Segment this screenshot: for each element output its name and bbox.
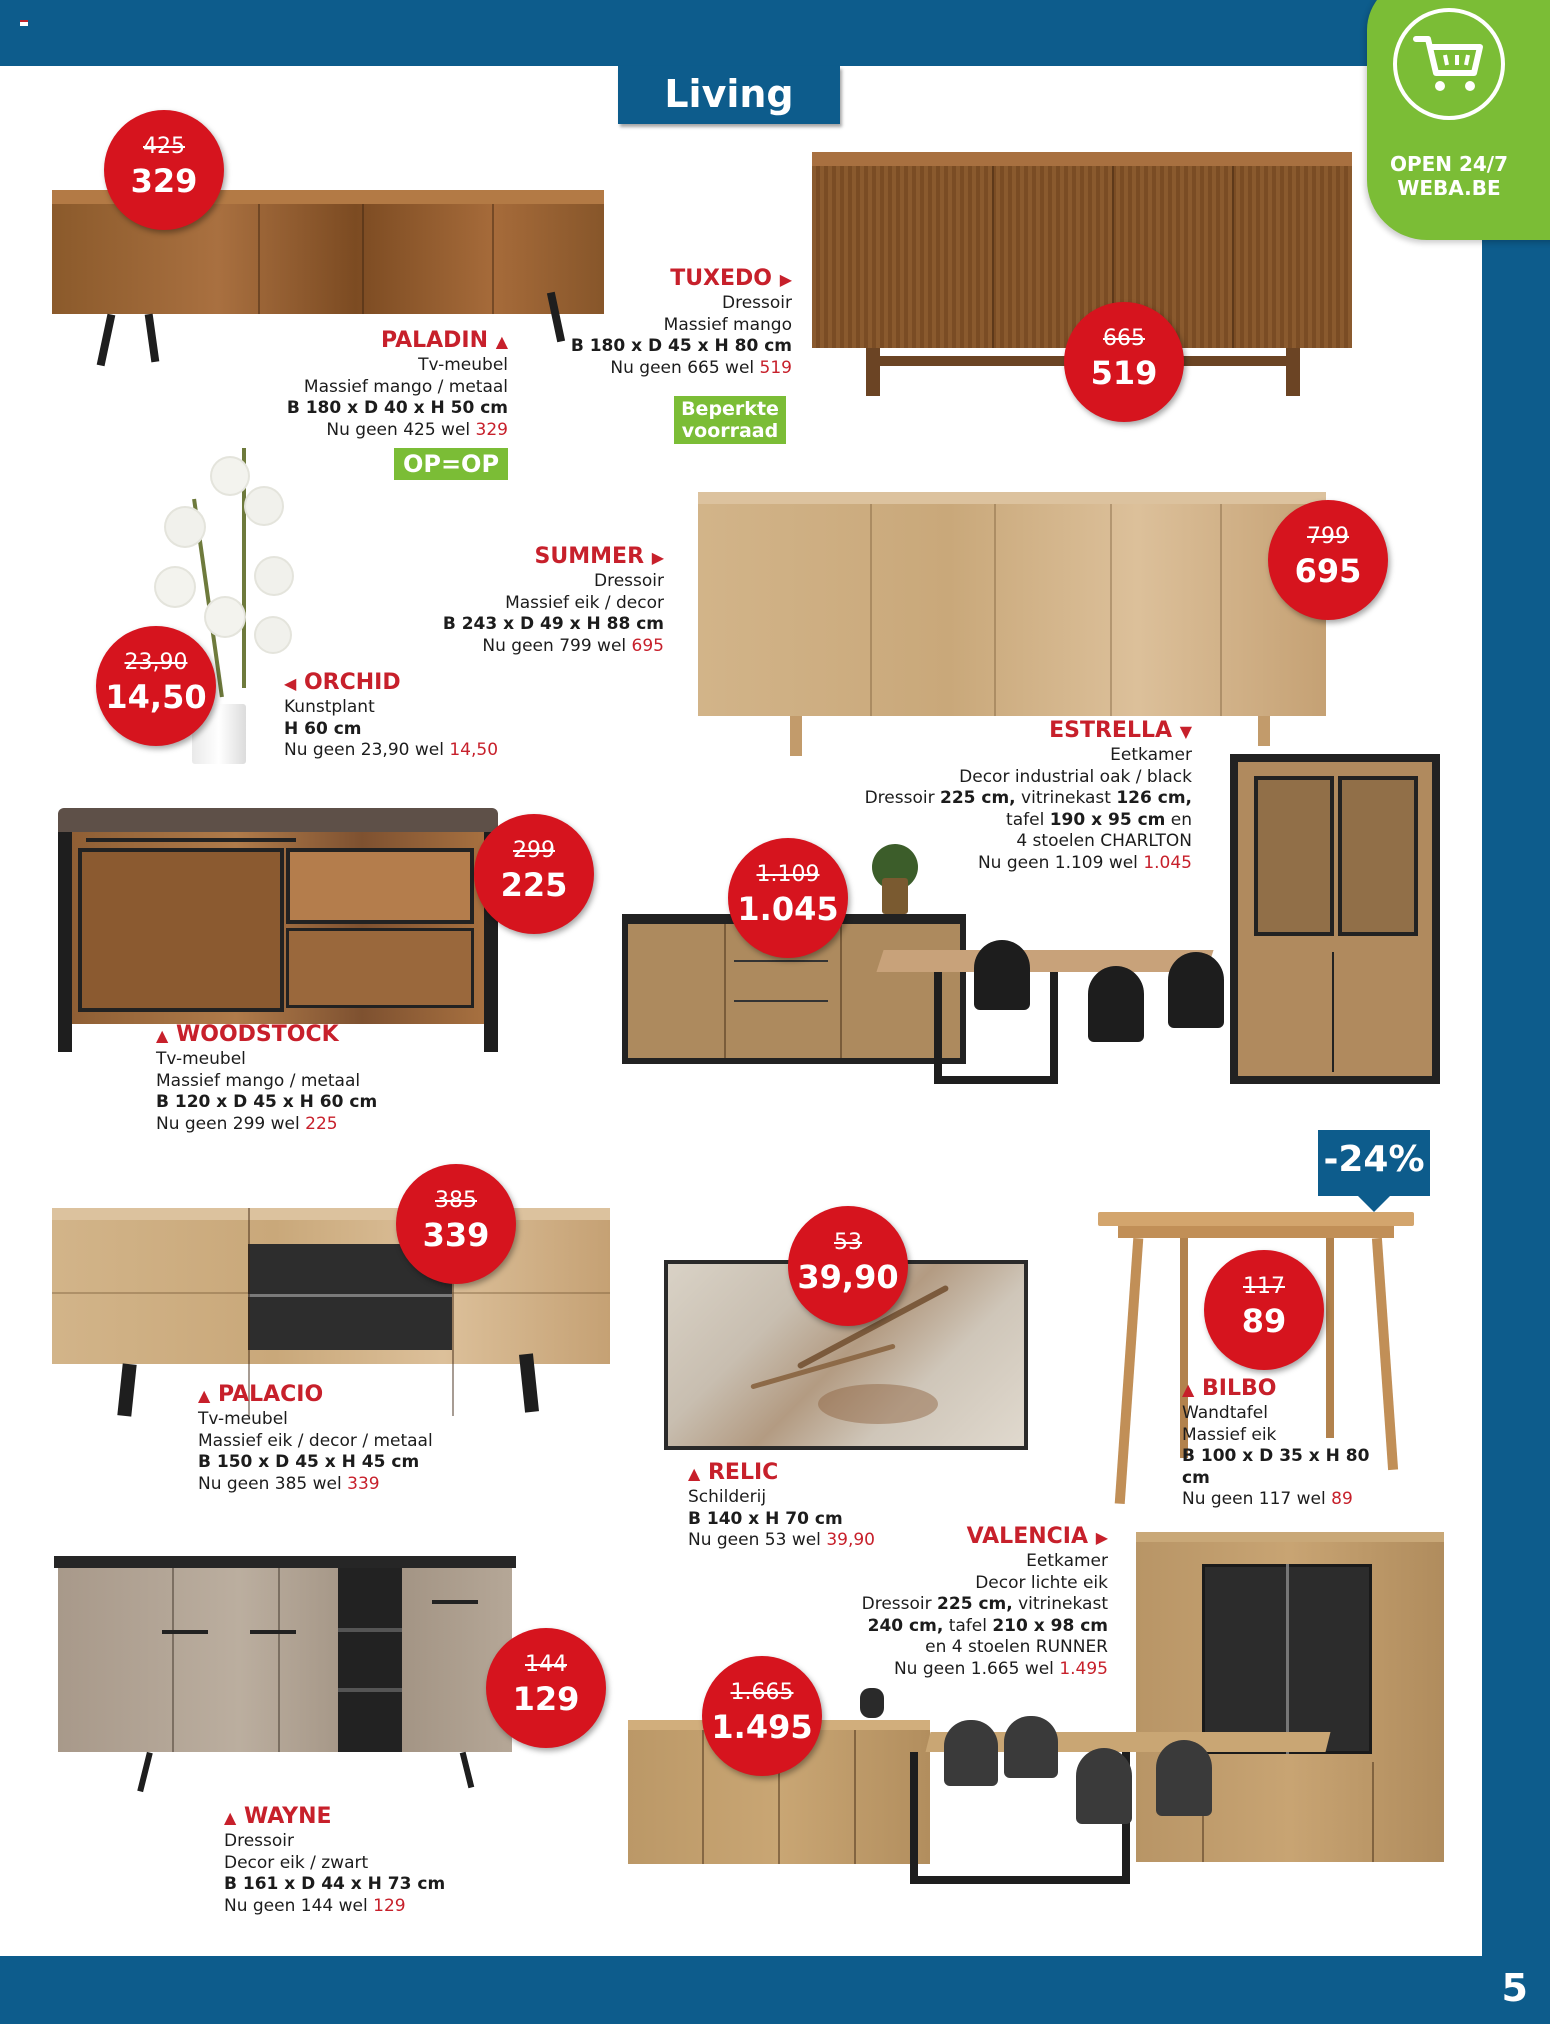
bilbo-description: ▲ BILBO Wandtafel Massief eik B 100 x D 35 x H 80 cm Nu geen 117 wel 89 [1182,1376,1370,1509]
relic-description: ▲ RELIC Schilderij B 140 x H 70 cm Nu geen 53 wel 39,90 [688,1460,875,1550]
webshop-text: OPEN 24/7 WEBA.BE [1389,152,1509,200]
section-title: Living [618,66,840,124]
relic-price-badge: 53 39,90 [788,1206,908,1326]
valencia-price-badge: 1.665 1.495 [702,1656,822,1776]
orchid-description: ◀ ORCHID Kunstplant H 60 cm Nu geen 23,90 wel 14,50 [284,670,499,760]
estrella-price-badge: 1.109 1.045 [728,838,848,958]
wayne-price-badge: 144 129 [486,1628,606,1748]
shopping-cart-icon [1393,8,1505,120]
page-number: 5 [1501,1966,1528,2010]
valencia-description: VALENCIA ▶ Eetkamer Decor lichte eik Dressoir 225 cm, vitrinekast 240 cm, tafel 210 x 98 cm en 4 stoelen RUNNER Nu geen 1.665 wel 1.495 [861,1524,1108,1679]
tuxedo-description: TUXEDO ▶ Dressoir Massief mango B 180 x D 45 x H 80 cm Nu geen 665 wel 519 [570,266,792,378]
paladin-description: PALADIN ▲ Tv-meubel Massief mango / metaal B 180 x D 40 x H 50 cm Nu geen 425 wel 329 [286,328,508,440]
paladin-price-badge: 425 329 [104,110,224,230]
bottom-bar [0,1956,1550,2024]
right-bar [1482,0,1550,2024]
summer-price-badge: 799 695 [1268,500,1388,620]
webshop-badge[interactable] [1367,0,1550,240]
wayne-description: ▲ WAYNE Dressoir Decor eik / zwart B 161 x D 44 x H 73 cm Nu geen 144 wel 129 [224,1804,446,1916]
summer-description: SUMMER ▶ Dressoir Massief eik / decor B 243 x D 49 x H 88 cm Nu geen 799 wel 695 [442,544,664,656]
summer-image [698,482,1326,756]
tuxedo-price-badge: 665 519 [1064,302,1184,422]
woodstock-description: ▲ WOODSTOCK Tv-meubel Massief mango / metaal B 120 x D 45 x H 60 cm Nu geen 299 wel 225 [156,1022,378,1134]
top-bar [0,0,1550,66]
bilbo-price-badge: 117 89 [1204,1250,1324,1370]
limited-stock-tag: Beperkte voorraad [674,396,786,444]
orchid-price-badge: 23,90 14,50 [96,626,216,746]
wayne-image [54,1556,516,1796]
op-op-tag: OP=OP [394,448,508,480]
flag-icon [20,20,28,26]
estrella-description: ESTRELLA ▼ Eetkamer Decor industrial oak / black Dressoir 225 cm, vitrinekast 126 cm, tafel 190 x 95 cm en 4 stoelen CHARLTON Nu geen 1.109 wel 1.045 [864,718,1192,873]
palacio-description: ▲ PALACIO Tv-meubel Massief eik / decor / metaal B 150 x D 45 x H 45 cm Nu geen 385 wel 339 [198,1382,433,1494]
woodstock-image [58,808,498,1052]
discount-badge: -24% [1318,1130,1430,1196]
palacio-price-badge: 385 339 [396,1164,516,1284]
woodstock-price-badge: 299 225 [474,814,594,934]
